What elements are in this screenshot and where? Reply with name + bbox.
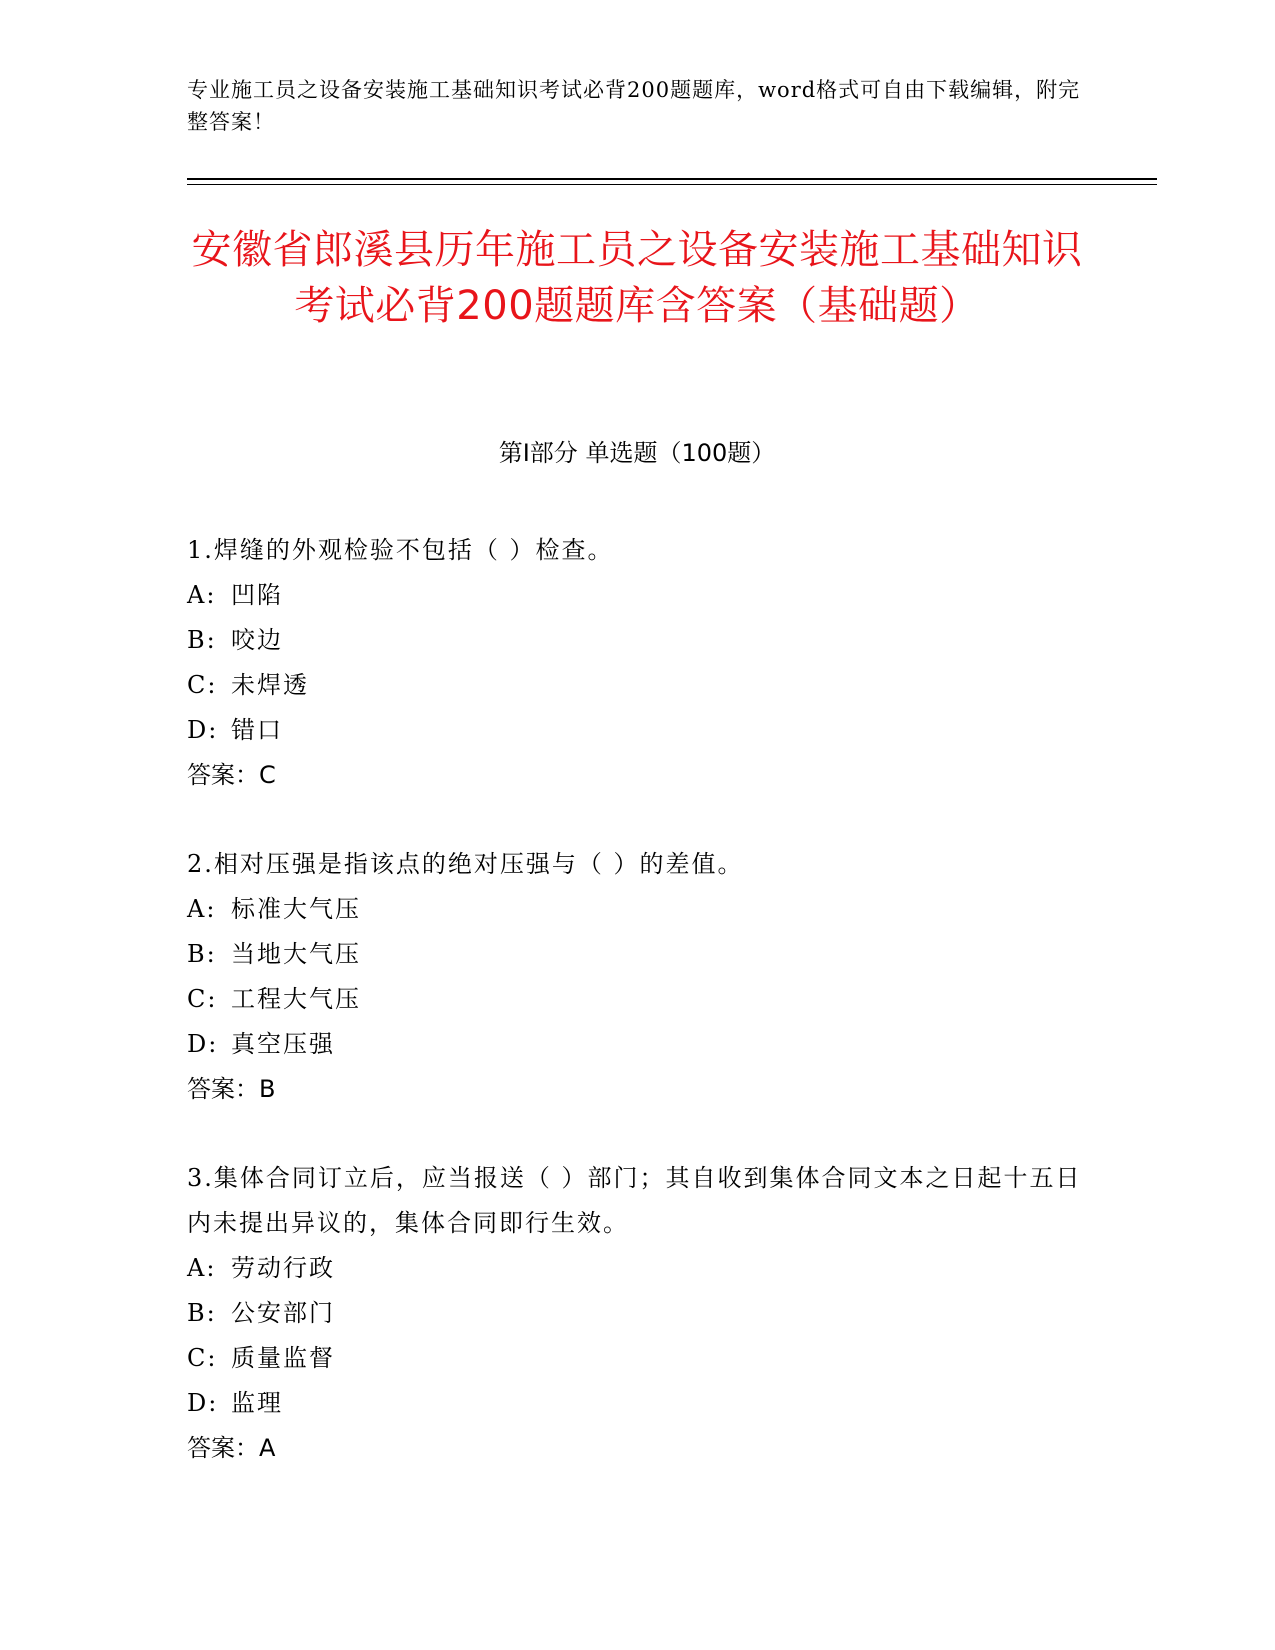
option-letter: D: <box>187 1389 219 1417</box>
section-heading: 第I部分 单选题（100题） <box>498 439 776 467</box>
question-item <box>187 1156 1087 1471</box>
option-b <box>187 932 1087 977</box>
option-d <box>187 1381 1087 1426</box>
option-b <box>187 1291 1087 1336</box>
option-text: 标准大气压 <box>231 895 361 923</box>
option-c <box>187 977 1087 1022</box>
option-text: 公安部门 <box>231 1299 335 1327</box>
question-stem: 2.相对压强是指该点的绝对压强与（ ）的差值。 <box>187 850 744 878</box>
option-d <box>187 1022 1087 1067</box>
question-list <box>187 528 1087 1515</box>
option-text: 错口 <box>231 716 283 744</box>
option-text: 未焊透 <box>231 671 309 699</box>
option-text: 当地大气压 <box>231 940 361 968</box>
question-stem: 3.集体合同订立后，应当报送（ ）部门；其自收到集体合同文本之日起十五日内未提出异议的，集体合同即行生效。 <box>187 1164 1082 1237</box>
option-text: 监理 <box>231 1389 283 1417</box>
option-letter: A: <box>187 1254 217 1282</box>
option-c <box>187 663 1087 708</box>
option-letter: A: <box>187 581 217 609</box>
option-text: 凹陷 <box>231 581 283 609</box>
option-text: 劳动行政 <box>231 1254 335 1282</box>
question-answer: 答案：C <box>187 761 276 789</box>
option-a <box>187 887 1087 932</box>
option-c <box>187 1336 1087 1381</box>
option-letter: C: <box>187 985 218 1013</box>
question-answer: 答案：B <box>187 1075 276 1103</box>
option-letter: B: <box>187 1299 217 1327</box>
option-text: 质量监督 <box>231 1344 335 1372</box>
option-letter: B: <box>187 940 217 968</box>
option-a <box>187 1246 1087 1291</box>
option-text: 工程大气压 <box>231 985 361 1013</box>
option-letter: D: <box>187 716 219 744</box>
question-item <box>187 842 1087 1112</box>
header-divider-thin <box>187 184 1157 185</box>
header-divider-thick <box>187 178 1157 180</box>
option-letter: D: <box>187 1030 219 1058</box>
header-note: 专业施工员之设备安装施工基础知识考试必背200题题库，word格式可自由下载编辑，附完整答案！ <box>187 78 1081 134</box>
option-letter: C: <box>187 671 218 699</box>
option-b <box>187 618 1087 663</box>
option-d <box>187 708 1087 753</box>
option-letter: A: <box>187 895 217 923</box>
question-item <box>187 528 1087 798</box>
option-text: 咬边 <box>231 626 283 654</box>
option-letter: C: <box>187 1344 218 1372</box>
option-letter: B: <box>187 626 217 654</box>
question-answer: 答案：A <box>187 1434 276 1462</box>
document-title: 安徽省郎溪县历年施工员之设备安装施工基础知识考试必背200题题库含答案（基础题） <box>191 227 1083 329</box>
option-a <box>187 573 1087 618</box>
option-text: 真空压强 <box>231 1030 335 1058</box>
question-stem: 1.焊缝的外观检验不包括（ ）检查。 <box>187 536 614 564</box>
